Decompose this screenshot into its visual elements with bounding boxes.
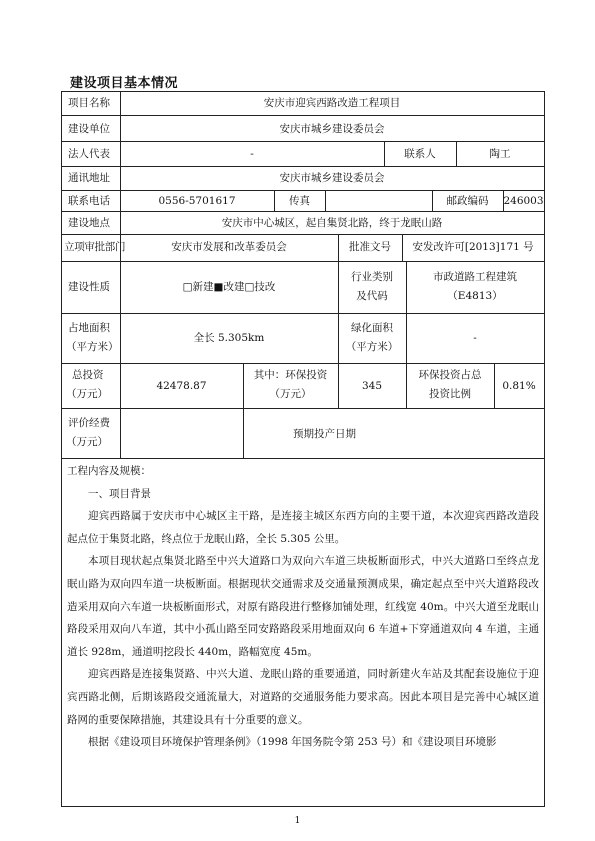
phone-label: 联系电话 — [68, 195, 110, 207]
industry-value-line2: （E4813） — [447, 290, 503, 302]
content-paragraph-2: 本项目现状起点集贤北路至中兴大道路口为双向六车道三块板断面形式，中兴大道路口至终点龙眠山路为双向四车道一块板断面。根据现状交通需求及交通量预测成果，确定起点至中兴大道路段改造采用双向六车道一块板断面形式，对原有路段进行整修加铺处理，红线宽 40m。中兴大道至龙眠山路段采用双向八车道，其中小孤山路至同安路路段采用地面双向 6 车道+下穿通道双向 4 车道，主通道长 928m，通道明挖段长 440m，路幅宽度 45m。 — [67, 555, 539, 658]
env-ratio-label — [406, 366, 494, 404]
content-heading: 工程内容及规模： — [67, 465, 151, 477]
nature-value: □新建■改建□技改 — [182, 281, 276, 293]
content-paragraph-1: 迎宾西路属于安庆市中心城区主干路，是连接主城区东西方向的主要干道，本次迎宾西路改造段起点位于集贤北路，终点位于龙眠山路，全长 5.305 公里。 — [67, 510, 539, 545]
investment-label-line2: （万元） — [66, 388, 108, 400]
investment-value: 42478.87 — [156, 380, 207, 392]
investment-label — [66, 366, 108, 404]
postal-code-value: 246003 — [503, 195, 544, 207]
green-area-label-line2: （平方米） — [345, 341, 399, 353]
industry-value-line1: 市政道路工程建筑 — [433, 271, 517, 283]
approval-doc-value: 安发改许可[2013]171 号 — [412, 241, 534, 253]
industry-label-line2: 及代码 — [356, 290, 388, 302]
approval-dept-label: 立项审批部门 — [64, 241, 126, 253]
content-paragraph-3: 迎宾西路是连接集贤路、中兴大道、龙眠山路的重要通道，同时新建火车站及其配套设施位于迎宾西路北侧，后期该路段交通流量大，对道路的交通服务能力要求高。因此本项目是完善中心城区道路网的重要保障措施，其建设具有十分重要的意义。 — [67, 668, 539, 726]
area-label-line2: （平方米） — [66, 341, 119, 353]
env-investment-label — [243, 366, 338, 404]
green-area-value: - — [473, 332, 477, 344]
green-area-label — [338, 319, 406, 357]
content-paragraph-4: 根据《建设项目环境保护管理条例》（1998 年国务院令第 253 号）和《建设项目环境影 — [88, 736, 497, 749]
address-label: 通讯地址 — [68, 172, 110, 184]
legal-rep-value: - — [250, 148, 254, 160]
page-number: 1 — [294, 816, 301, 826]
address-value: 安庆市城乡建设委员会 — [279, 172, 385, 184]
legal-rep-label: 法人代表 — [68, 148, 110, 160]
industry-value — [406, 268, 544, 306]
location-label: 建设地点 — [68, 217, 110, 229]
location-value: 安庆市中心城区，起自集贤北路，终于龙眠山路 — [221, 217, 443, 229]
project-name-label: 项目名称 — [68, 97, 110, 109]
evaluation-cost-label-line2: （万元） — [66, 436, 108, 448]
approval-doc-label: 批准文号 — [349, 241, 391, 253]
project-name-value: 安庆市迎宾西路改造工程项目 — [263, 97, 401, 109]
production-date-label: 预期投产日期 — [293, 428, 356, 440]
env-ratio-label-line1: 环保投资占总 — [418, 369, 482, 381]
fax-label: 传真 — [289, 195, 310, 207]
area-label-line1: 占地面积 — [68, 322, 110, 334]
content-subheading: 一、项目背景 — [88, 487, 151, 500]
builder-value: 安庆市城乡建设委员会 — [279, 123, 385, 135]
industry-label-line1: 行业类别 — [351, 271, 393, 283]
phone-value: 0556-5701617 — [158, 195, 236, 207]
area-label — [66, 319, 119, 357]
investment-label-line1: 总投资 — [72, 369, 104, 381]
contact-label: 联系人 — [404, 148, 436, 160]
section-title: 建设项目基本情况 — [70, 76, 179, 91]
evaluation-cost-label — [66, 414, 110, 452]
industry-label — [338, 268, 406, 306]
evaluation-cost-label-line1: 评价经费 — [68, 417, 110, 429]
env-investment-value: 345 — [361, 380, 383, 392]
env-investment-label-line1: 其中：环保投资 — [253, 369, 328, 381]
postal-code-label: 邮政编码 — [446, 195, 489, 207]
green-area-label-line1: 绿化面积 — [351, 322, 393, 334]
approval-dept-value: 安庆市发展和改革委员会 — [171, 241, 287, 253]
project-content — [61, 460, 545, 754]
env-ratio-label-line2: 投资比例 — [429, 388, 471, 400]
env-investment-label-line2: （万元） — [269, 388, 312, 400]
nature-label: 建设性质 — [68, 281, 110, 293]
builder-label: 建设单位 — [68, 123, 110, 135]
area-value: 全长 5.305km — [193, 332, 265, 344]
env-ratio-value: 0.81% — [502, 380, 536, 392]
contact-value: 陶工 — [489, 148, 511, 160]
